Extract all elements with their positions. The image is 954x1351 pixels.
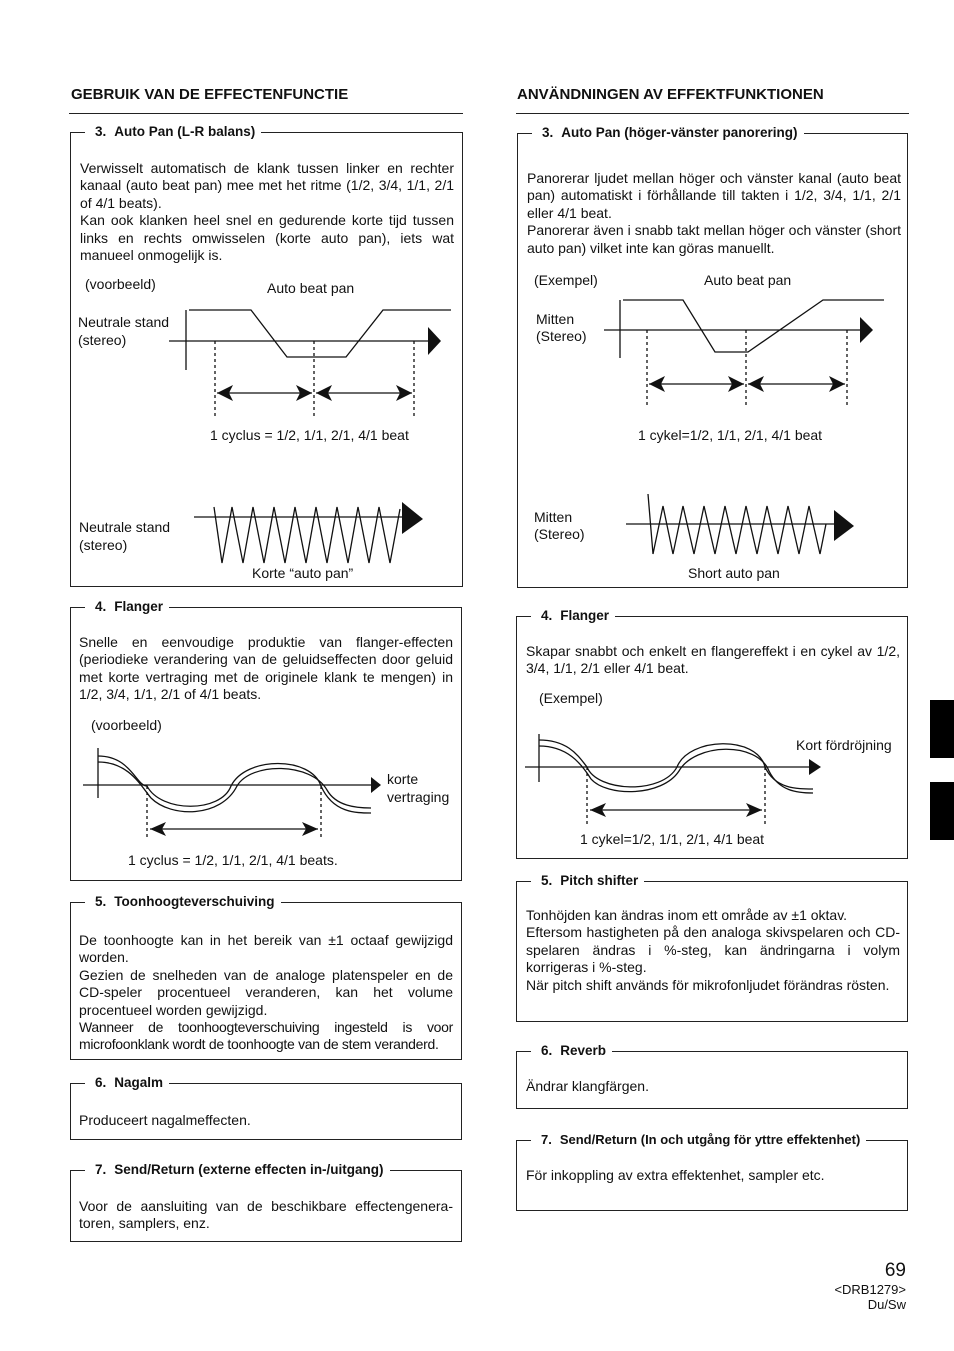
left-flanger-example-label: (voorbeeld) bbox=[91, 717, 162, 733]
right-autopan-cycle-label: 1 cykel=1/2, 1/1, 2/1, 4/1 beat bbox=[638, 427, 823, 443]
right-autopan-diagram bbox=[518, 134, 909, 589]
right-pitch-section bbox=[516, 873, 908, 1022]
right-reverb-title: 6. Reverb bbox=[531, 1043, 612, 1058]
right-flanger-cycle-label: 1 cykel=1/2, 1/1, 2/1, 4/1 beat bbox=[580, 831, 765, 847]
left-autopan-shortpan-label: Korte “auto pan” bbox=[252, 565, 354, 581]
left-pitch-title: 5. Toonhoogteverschuiving bbox=[85, 894, 281, 909]
left-autopan-title: 3. Auto Pan (L-R balans) bbox=[85, 124, 261, 139]
document-code: <DRB1279> bbox=[834, 1282, 906, 1297]
right-reverb-section bbox=[516, 1043, 908, 1109]
left-flanger-title: 4. Flanger bbox=[85, 599, 169, 614]
left-reverb-title: 6. Nagalm bbox=[85, 1075, 169, 1090]
left-autopan-neutral2-label: Neutrale stand bbox=[79, 519, 171, 535]
right-send-text: För inkoppling av extra effektenhet, sampler etc. bbox=[526, 1167, 825, 1183]
left-send-title: 7. Send/Return (externe effecten in-/uitgang) bbox=[85, 1162, 390, 1177]
right-pitch-title: 5. Pitch shifter bbox=[531, 873, 644, 888]
left-flanger-delay-label: korte bbox=[387, 771, 419, 787]
left-autopan-cycle-label: 1 cyclus = 1/2, 1/1, 2/1, 4/1 beat bbox=[210, 427, 409, 443]
left-pitch-section bbox=[70, 894, 462, 1060]
left-send-section bbox=[70, 1162, 462, 1242]
right-flanger-text: Skapar snabbt och enkelt en flangereffekt i en cykel av 1/2, 3/4, 1/1, 2/1 eller 4/1 beat. bbox=[526, 643, 900, 677]
left-autopan-section bbox=[70, 124, 463, 587]
thumb-tab-lower bbox=[930, 782, 954, 840]
right-autopan-beatpan-label: Auto beat pan bbox=[704, 272, 792, 288]
left-send-text: Voor de aansluiting van de beschikbare effectengenera-toren, samplers, enz. bbox=[79, 1198, 453, 1232]
right-send-title: 7. Send/Return (In och utgång för yttre effektenhet) bbox=[531, 1132, 866, 1147]
right-autopan-neutral-label: Mitten bbox=[536, 311, 575, 327]
left-reverb-text: Produceert nagalmeffecten. bbox=[79, 1112, 251, 1128]
right-autopan-section bbox=[517, 125, 908, 588]
right-flanger-example-label: (Exempel) bbox=[539, 690, 603, 706]
right-flanger-title: 4. Flanger bbox=[531, 608, 615, 623]
right-reverb-text: Ändrar klangfärgen. bbox=[526, 1078, 649, 1094]
left-flanger-delay2-label: vertraging bbox=[387, 789, 450, 805]
right-autopan-text: Panorerar ljudet mellan höger och vänster kanal (auto beat pan) automatiskt i förhållande till takten i 1/2, 3/4, 1/1, 2/1 eller 4/1 beat. Panorerar även i snabb takt mellan höger och vänster (short auto pan) vilket inte kan göras manuellt. bbox=[527, 170, 901, 256]
left-heading: GEBRUIK VAN DE EFFECTENFUNCTIE bbox=[71, 86, 349, 103]
language-code: Du/Sw bbox=[867, 1297, 906, 1312]
right-autopan-stereo2-label: (Stereo) bbox=[534, 526, 585, 542]
left-autopan-beatpan-label: Auto beat pan bbox=[267, 280, 355, 296]
left-pitch-text: De toonhoogte kan in het bereik van ±1 octaaf gewijzigd worden. Gezien de snelheden van de analoge platenspeler en de CD-speler procentueel veranderen, kan het volume procentueel worden gewijzigd. Wanneer de toonhoogteverschuiving ingesteld is voor microfoonklank wordt de toonhoogte van de stem veranderd. bbox=[79, 932, 453, 1053]
left-autopan-example-label: (voorbeeld) bbox=[85, 276, 156, 292]
right-pitch-text: Tonhöjden kan ändras inom ett område av ±1 oktav. Eftersom hastigheten på den analoga skivspelaren och CD-spelaren ändras i %-steg, kan ändringarna i volym korrigeras i %-steg. När pitch shift används för mikrofonljudet förändras rösten. bbox=[526, 907, 900, 993]
page-footer bbox=[834, 1260, 906, 1312]
page-number: 69 bbox=[884, 1260, 906, 1281]
left-autopan-neutral-label: Neutrale stand bbox=[78, 314, 170, 330]
right-autopan-shortpan-label: Short auto pan bbox=[688, 565, 780, 581]
left-flanger-text: Snelle en eenvoudige produktie van flanger-effecten (periodieke verandering van de geluidseffecten door geluid met korte vertraging met de originele klank te mengen) in 1/2, 3/4, 1/1, 2/1 of 4/1 beats. bbox=[79, 634, 453, 703]
thumb-tab-upper bbox=[930, 700, 954, 758]
right-autopan-example-label: (Exempel) bbox=[534, 272, 598, 288]
left-autopan-stereo-label: (stereo) bbox=[78, 332, 127, 348]
left-autopan-text: Verwisselt automatisch de klank tussen linker en rechter kanaal (auto beat pan) mee met het ritme (1/2, 3/4, 1/1, 2/1 of 4/1 beats). Kan ook klanken heel snel en gedurende korte tijd tussen links en rechts omwisselen (korte auto pan), iets wat manueel onmogelijk is. bbox=[80, 160, 454, 264]
right-autopan-neutral2-label: Mitten bbox=[534, 509, 573, 525]
left-autopan-stereo2-label: (stereo) bbox=[79, 537, 128, 553]
right-send-section bbox=[516, 1132, 908, 1211]
right-heading: ANVÄNDNINGEN AV EFFEKTFUNKTIONEN bbox=[517, 86, 824, 103]
left-flanger-diagram bbox=[71, 608, 463, 882]
left-flanger-section bbox=[70, 599, 462, 881]
left-flanger-cycle-label: 1 cyclus = 1/2, 1/1, 2/1, 4/1 beats. bbox=[128, 852, 338, 868]
right-flanger-section bbox=[516, 608, 908, 859]
left-reverb-section bbox=[70, 1075, 462, 1140]
right-flanger-delay-label: Kort fördröjning bbox=[796, 737, 892, 753]
right-autopan-stereo-label: (Stereo) bbox=[536, 328, 587, 344]
left-heading-rule bbox=[69, 113, 463, 114]
right-autopan-title: 3. Auto Pan (höger-vänster panorering) bbox=[532, 125, 804, 140]
right-heading-rule bbox=[516, 113, 909, 114]
